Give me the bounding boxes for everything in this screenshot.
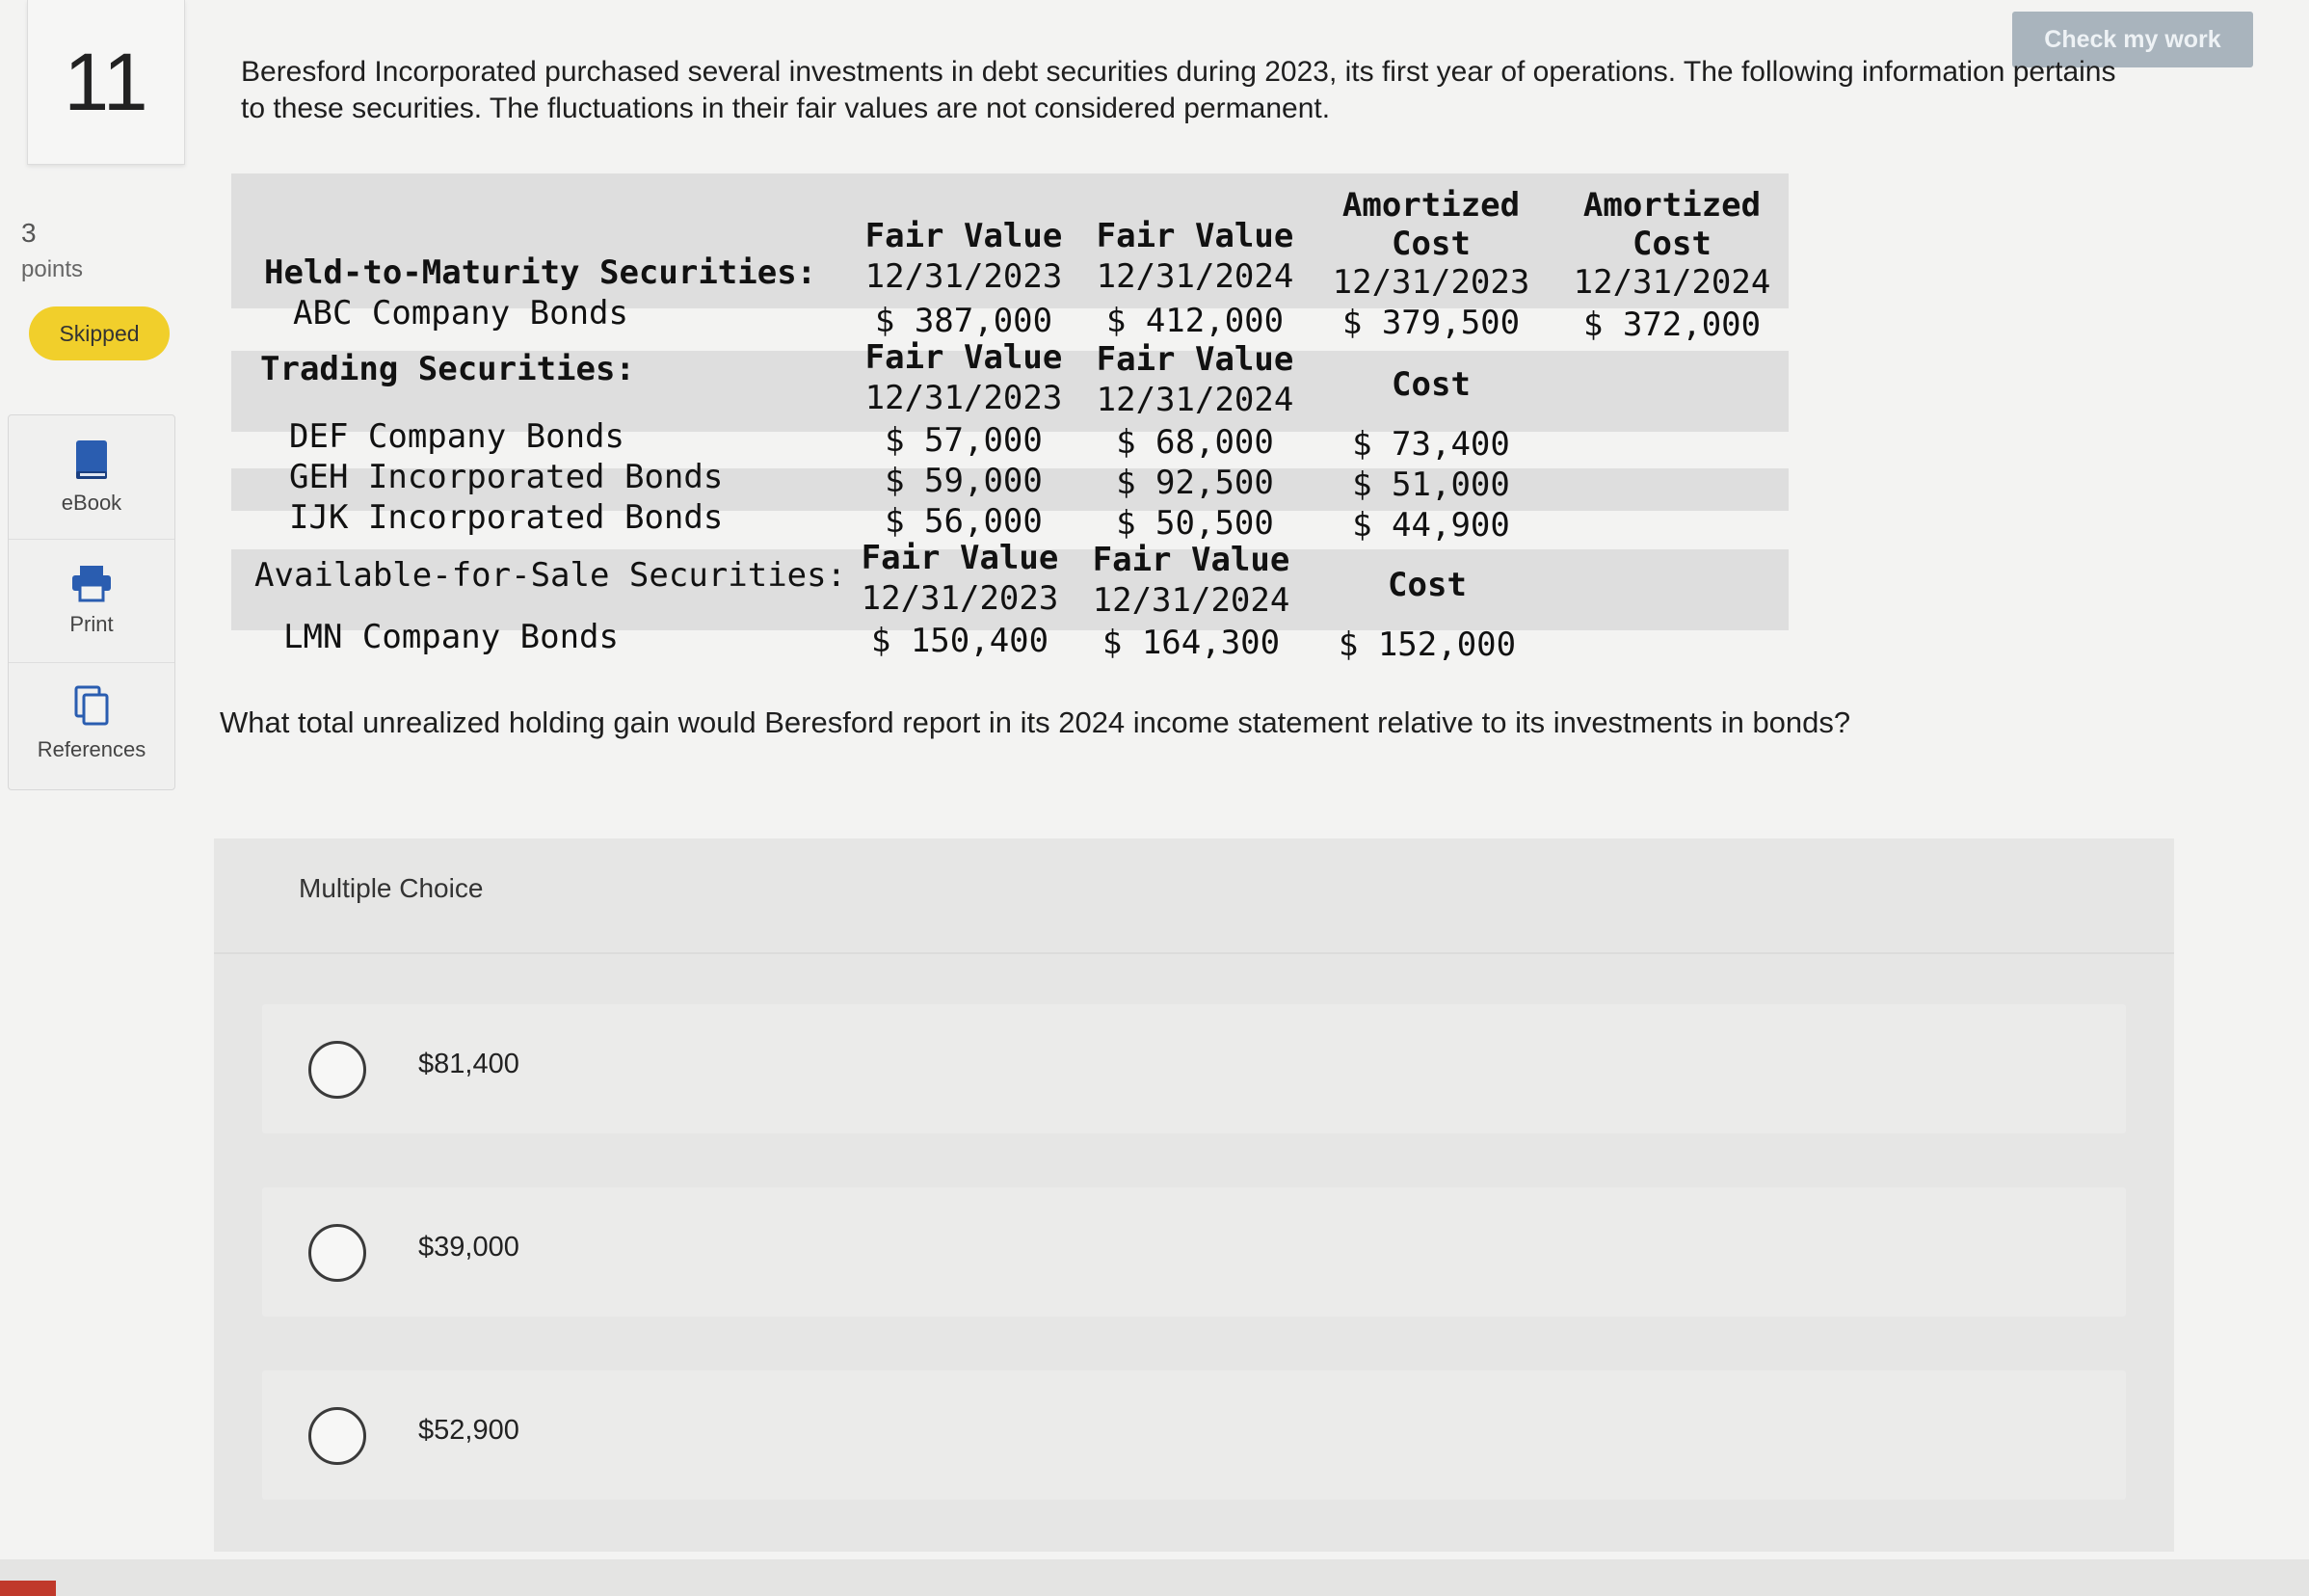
securities-table (231, 172, 1789, 673)
table-cell: $ 164,300 (1101, 624, 1281, 662)
table-row-name: LMN Company Bonds (283, 618, 619, 656)
book-icon (72, 439, 111, 481)
problem-intro: Beresford Incorporated purchased several investments in debt securities during 2023, its first year of operations. The following information pertains to these securities. The fluctuations in their fair values are not considered permanent. (241, 56, 2116, 124)
table-row-name: IJK Incorporated Bonds (289, 498, 724, 537)
table-cell: $ 56,000 (885, 502, 1043, 541)
htm-col-header: 12/31/2023 (1332, 263, 1530, 302)
table-cell: $ 73,400 (1352, 425, 1510, 464)
htm-col-header: 12/31/2024 (1096, 257, 1294, 296)
radio-button[interactable] (308, 1407, 366, 1465)
table-cell: $ 92,500 (1116, 464, 1274, 502)
multiple-choice-panel (214, 838, 2174, 1552)
question-number-box (27, 0, 185, 165)
radio-button[interactable] (308, 1041, 366, 1099)
table-cell: $ 152,000 (1338, 625, 1517, 664)
table-cell: $ 372,000 (1582, 306, 1762, 344)
afs-col-header: Fair Value (861, 539, 1059, 577)
table-cell: $ 68,000 (1116, 423, 1274, 462)
answer-option[interactable] (262, 1370, 2126, 1500)
points-label: points (21, 256, 84, 282)
table-row-name: DEF Company Bonds (289, 417, 624, 456)
divider (214, 952, 2174, 954)
references-label: References (37, 737, 146, 761)
question-text: What total unrealized holding gain would Beresford report in its 2024 income statement relative to its investments in bonds? (220, 705, 1851, 739)
answer-option-label: $52,900 (418, 1415, 519, 1446)
table-cell: $ 150,400 (870, 622, 1049, 660)
table-cell: $ 379,500 (1341, 304, 1521, 342)
table-cell: $ 59,000 (885, 462, 1043, 500)
answer-option[interactable] (262, 1187, 2126, 1317)
question-sidebar (0, 0, 193, 1596)
check-my-work-button[interactable]: Check my work (2012, 12, 2253, 67)
print-label: Print (69, 612, 114, 636)
trading-heading: Trading Securities: (260, 350, 635, 388)
multiple-choice-label: Multiple Choice (299, 873, 484, 903)
trading-col-header: Fair Value (1096, 340, 1294, 379)
footer-strip (0, 1559, 2309, 1596)
htm-col-header: Amortized (1341, 186, 1521, 225)
table-cell: $ 51,000 (1352, 466, 1510, 504)
htm-col-header: Cost (1632, 225, 1712, 263)
htm-col-header: 12/31/2024 (1573, 263, 1771, 302)
htm-col-header: Fair Value (1096, 217, 1294, 255)
answer-option[interactable] (262, 1004, 2126, 1133)
ebook-button[interactable] (9, 415, 174, 540)
afs-col-header: Cost (1388, 566, 1467, 604)
points-value: 3 (21, 218, 37, 248)
table-row-name: ABC Company Bonds (293, 294, 628, 332)
afs-col-header: 12/31/2023 (861, 579, 1059, 618)
footer-tab (0, 1581, 56, 1596)
print-button[interactable] (9, 539, 174, 663)
ebook-label: eBook (61, 491, 122, 515)
htm-col-header: Cost (1392, 225, 1471, 263)
trading-col-header: Fair Value (864, 338, 1063, 377)
question-number: 11 (64, 36, 148, 127)
status-badge: Skipped (29, 306, 170, 360)
afs-col-header: Fair Value (1092, 541, 1290, 579)
table-cell: $ 57,000 (885, 421, 1043, 460)
tools-panel (8, 414, 175, 790)
table-row-name: GEH Incorporated Bonds (289, 458, 724, 496)
printer-icon (70, 564, 113, 602)
htm-heading: Held-to-Maturity Securities: (264, 253, 817, 292)
table-cell: $ 387,000 (874, 302, 1053, 340)
trading-col-header: 12/31/2024 (1096, 381, 1294, 419)
afs-col-header: 12/31/2024 (1092, 581, 1290, 620)
htm-col-header: 12/31/2023 (864, 257, 1063, 296)
htm-col-header: Fair Value (864, 217, 1063, 255)
trading-col-header: Cost (1392, 365, 1471, 404)
table-cell: $ 44,900 (1352, 506, 1510, 545)
references-button[interactable] (9, 662, 174, 785)
trading-col-header: 12/31/2023 (864, 379, 1063, 417)
table-cell: $ 50,500 (1116, 504, 1274, 543)
answer-option-label: $81,400 (418, 1049, 519, 1079)
copy-icon (72, 685, 111, 728)
htm-col-header: Amortized (1582, 186, 1762, 225)
table-cell: $ 412,000 (1105, 302, 1285, 340)
answer-option-label: $39,000 (418, 1232, 519, 1263)
radio-button[interactable] (308, 1224, 366, 1282)
afs-heading: Available-for-Sale Securities: (254, 556, 847, 595)
